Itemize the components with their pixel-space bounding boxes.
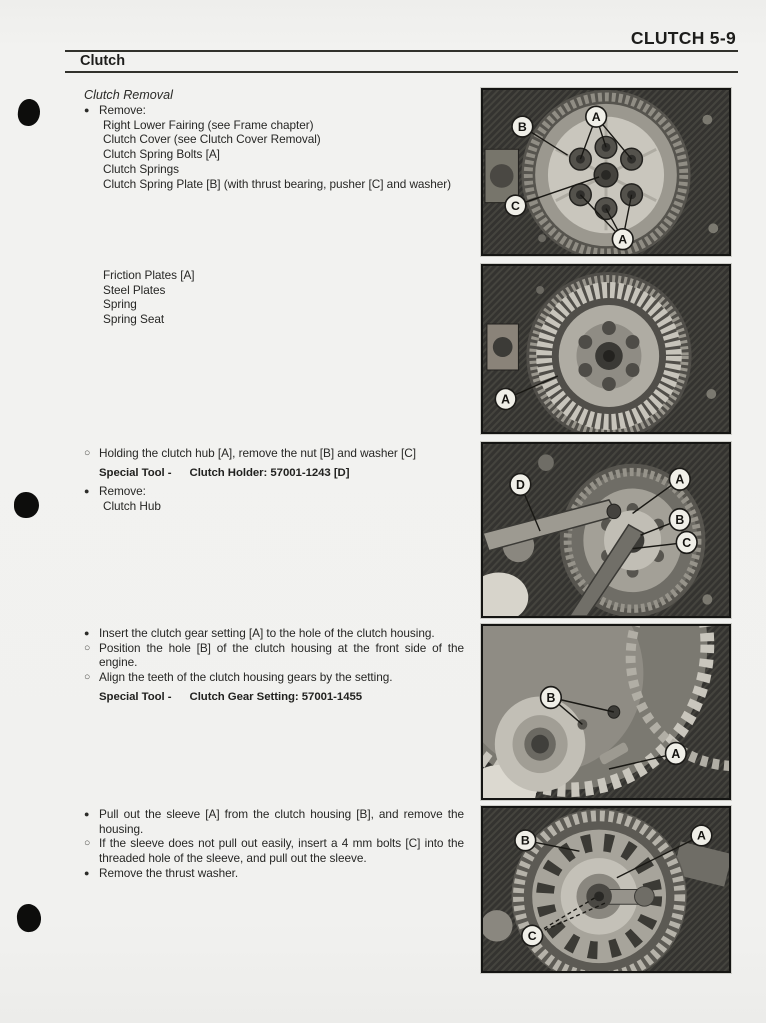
callout-letter: B bbox=[517, 119, 527, 134]
line-text: Spring Seat bbox=[103, 312, 165, 327]
text-line bbox=[84, 484, 464, 499]
section-rule bbox=[65, 71, 738, 73]
bullet-marker-icon: ● bbox=[84, 486, 90, 497]
text-block-plates bbox=[84, 268, 464, 327]
line-text: Align the teeth of the clutch housing gears by the setting. bbox=[99, 670, 393, 685]
figure-clutch-spring-plate bbox=[481, 88, 731, 256]
text-line bbox=[84, 103, 464, 118]
line-text: Right Lower Fairing (see Frame chapter) bbox=[103, 117, 314, 132]
circle-marker-icon: ○ bbox=[84, 447, 91, 459]
line-text: Insert the clutch gear setting [A] to the hole of the clutch housing. bbox=[99, 626, 435, 640]
special-tool-label: Special Tool - bbox=[99, 690, 172, 703]
special-tool-value: Clutch Holder: 57001-1243 [D] bbox=[189, 466, 350, 479]
procedure-subtitle: Clutch Removal bbox=[84, 88, 173, 102]
binder-hole-mark bbox=[16, 98, 42, 128]
text-line bbox=[84, 268, 464, 283]
text-line bbox=[84, 670, 464, 685]
figure-clutch-holder-tool bbox=[481, 442, 731, 618]
text-line bbox=[84, 162, 464, 177]
text-line bbox=[84, 132, 464, 147]
bullet-marker-icon: ● bbox=[84, 628, 90, 638]
text-block-sleeve bbox=[84, 807, 464, 881]
line-text: Clutch Spring Bolts [A] bbox=[103, 147, 220, 162]
line-text: Remove: bbox=[99, 484, 146, 499]
callout-letter: C bbox=[527, 928, 537, 943]
text-line bbox=[84, 312, 464, 327]
line-text: Clutch Hub bbox=[103, 499, 161, 514]
line-text: Clutch Cover (see Clutch Cover Removal) bbox=[103, 132, 321, 147]
callout-letter: D bbox=[515, 477, 525, 492]
header-rule bbox=[65, 50, 738, 52]
text-line bbox=[84, 626, 464, 641]
figure-clutch-gear-setting bbox=[481, 624, 731, 800]
callout-letter: A bbox=[675, 472, 685, 487]
text-line bbox=[84, 836, 464, 865]
figure-artwork bbox=[483, 266, 729, 432]
circle-marker-icon: ○ bbox=[84, 671, 91, 684]
circle-marker-icon: ○ bbox=[84, 837, 91, 850]
text-line bbox=[84, 147, 464, 162]
callout-letter: A bbox=[618, 232, 628, 247]
line-text: Clutch Spring Plate [B] (with thrust bearing, pusher [C] and washer) bbox=[103, 176, 452, 191]
figure-artwork bbox=[483, 444, 729, 616]
text-line bbox=[84, 446, 464, 461]
page-header-title: CLUTCH 5-9 bbox=[630, 28, 736, 48]
callout-letter: C bbox=[511, 198, 520, 213]
bullet-marker-icon: ● bbox=[84, 867, 90, 878]
special-tool-value: Clutch Gear Setting: 57001-1455 bbox=[189, 690, 363, 703]
line-text: If the sleeve does not pull out easily, insert a 4 mm bolts [C] into the threaded hole of the sleeve, and pull out the sleeve. bbox=[99, 836, 464, 866]
text-block-remove-parts bbox=[84, 103, 464, 191]
callout-letter: A bbox=[697, 828, 706, 843]
callout-letter: B bbox=[520, 833, 530, 848]
binder-hole-mark bbox=[16, 903, 43, 933]
section-title: Clutch bbox=[80, 53, 126, 69]
bullet-marker-icon: ● bbox=[84, 105, 90, 115]
callout-letter: B bbox=[675, 512, 685, 528]
callout-letter: C bbox=[682, 535, 692, 550]
line-text: Friction Plates [A] bbox=[103, 268, 195, 282]
binder-hole-mark bbox=[14, 492, 39, 518]
line-text: Position the hole [B] of the clutch housing at the front side of the engine. bbox=[99, 640, 464, 670]
line-text: Remove the thrust washer. bbox=[99, 865, 239, 880]
text-line bbox=[84, 690, 464, 705]
text-line bbox=[84, 866, 464, 881]
circle-marker-icon: ○ bbox=[84, 641, 91, 654]
callout-letter: A bbox=[501, 392, 511, 407]
line-text: Spring bbox=[103, 297, 137, 312]
figure-clutch-housing-sleeve bbox=[481, 806, 731, 973]
text-line bbox=[84, 641, 464, 670]
line-text: Holding the clutch hub [A], remove the nut [B] and washer [C] bbox=[99, 446, 416, 460]
callout-letter: B bbox=[546, 690, 556, 706]
text-line bbox=[84, 297, 464, 312]
figure-friction-plates bbox=[481, 264, 731, 434]
line-text: Steel Plates bbox=[103, 282, 166, 297]
bullet-marker-icon: ● bbox=[84, 809, 90, 819]
text-line bbox=[84, 466, 464, 481]
line-text: Remove: bbox=[99, 103, 146, 117]
text-line bbox=[84, 283, 464, 298]
callout-letter: A bbox=[671, 746, 681, 761]
text-line bbox=[84, 118, 464, 133]
figure-artwork bbox=[483, 626, 729, 798]
line-text: Pull out the sleeve [A] from the clutch housing [B], and remove the housing. bbox=[99, 807, 464, 836]
text-line bbox=[84, 177, 464, 192]
line-text: Clutch Springs bbox=[103, 161, 180, 176]
text-line bbox=[84, 499, 464, 514]
special-tool-label: Special Tool - bbox=[99, 466, 172, 479]
text-block-clutch-hub bbox=[84, 446, 464, 514]
text-line bbox=[84, 807, 464, 836]
callout-letter: A bbox=[591, 109, 601, 124]
text-block-gear-setting bbox=[84, 626, 464, 709]
